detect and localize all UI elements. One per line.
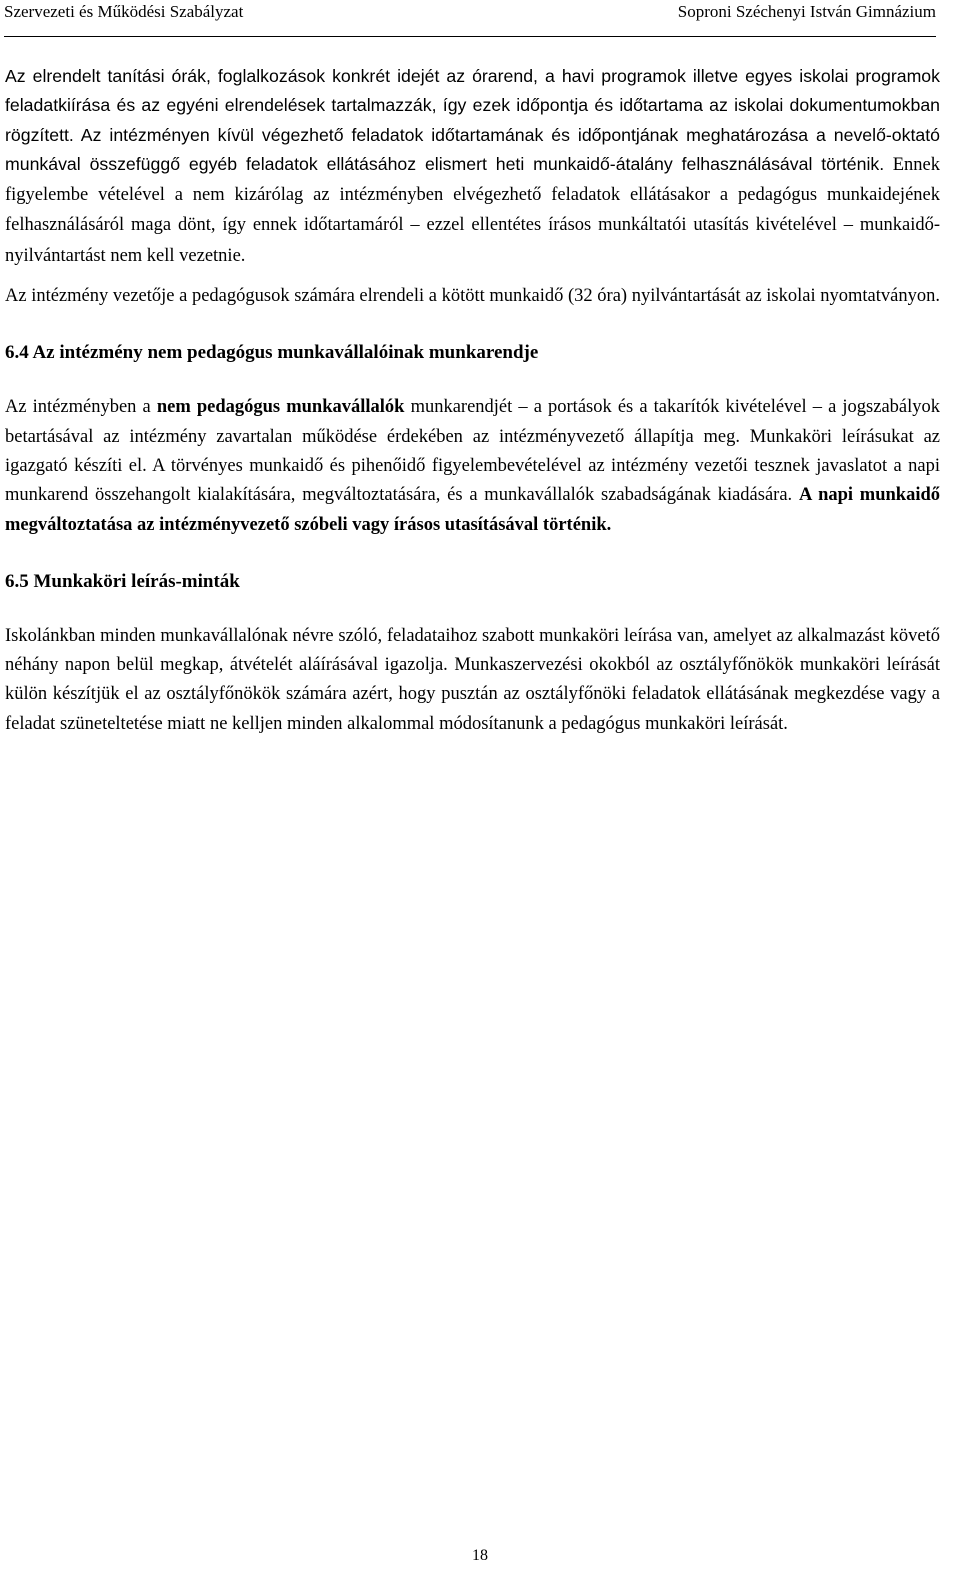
bold-text-run: A napi munkaidő megváltoztatása az intézményvezető szóbeli vagy írásos utasításával történik. (5, 485, 941, 535)
header-document-title: Szervezeti és Működési Szabályzat (4, 2, 244, 21)
bold-text-run: nem pedagógus munkavállalók (156, 397, 405, 418)
section-heading-6-5: 6.5 Munkaköri leírás-minták (5, 570, 240, 592)
page-header (0, 0, 938, 38)
text-run: Az intézményben a (5, 397, 157, 418)
paragraph-non-teaching-staff (5, 393, 940, 539)
paragraph-time-records: Az intézmény vezetője a pedagógusok számára elrendeli a kötött munkaidő (32 óra) nyilvántartását az iskolai nyomtatványon. (5, 286, 940, 307)
paragraph-work-schedule (5, 62, 940, 271)
paragraph-job-descriptions: Iskolánkban minden munkavállalónak névre szóló, feladataihoz szabott munkaköri leírása van, amelyet az alkalmazást követő néhány napon belül megkap, átvételét aláírásával igazolja. Munkaszervezési okokból az osztályfőnökök munkaköri leírását külön készítjük el az osztályfőnökök számára azért, hogy pusztán az osztályfőnöki feladatok ellátásának megkezdése vagy a feladat szüneteltetése miatt ne kelljen minden alkalommal módosítanunk a pedagógus munkaköri leírását. (5, 625, 940, 734)
page-body (5, 62, 940, 739)
text-run: munkarendjét ‒ a portások és a takarítók kivételével ‒ a jogszabályok betartásával az intézmény zavartalan működése érdekében az intézményvezető állapítja meg. Munkaköri leírásukat az igazgató készíti el. A törvényes munkaidő és pihenőidő figyelembevételével az intézmény vezetői tesznek javaslatot a napi munkarend összehangolt kialakítására, megváltoztatására, és a munkavállalók szabadságának kiadására. (5, 397, 940, 506)
paragraph-sentence: Az elrendelt tanítási órák, foglalkozások konkrét idejét az órarend, a havi programok illetve egyes iskolai programok feladatkiírása és az egyéni elrendelések tartalmazzák, így ezek időpontja és időtartama az iskolai dokumentumokban rögzített. (5, 66, 940, 145)
page-number: 18 (472, 1547, 488, 1564)
section-heading-6-4: 6.4 Az intézmény nem pedagógus munkavállalóinak munkarendje (5, 342, 539, 364)
paragraph-sentence: Az intézményen kívül végezhető feladatok időtartamának és időpontjának meghatározása a nevelő-oktató munkával összefüggő egyéb feladatok ellátásához elismert heti munkaidő-átalány felhasználásával történik. (5, 124, 940, 174)
header-school-name: Soproni Széchenyi István Gimnázium (677, 2, 936, 21)
header-rule (4, 36, 936, 37)
paragraph-sentence: Ennek figyelembe vételével a nem kizárólag az intézményben elvégezhető feladatok ellátásakor a pedagógus munkaidejének felhasználásáról maga dönt, így ennek időtartamáról ‒ ezzel ellentétes írásos munkáltatói utasítás kivételével ‒ munkaidő-nyilvántartást nem kell vezetnie. (5, 154, 941, 266)
